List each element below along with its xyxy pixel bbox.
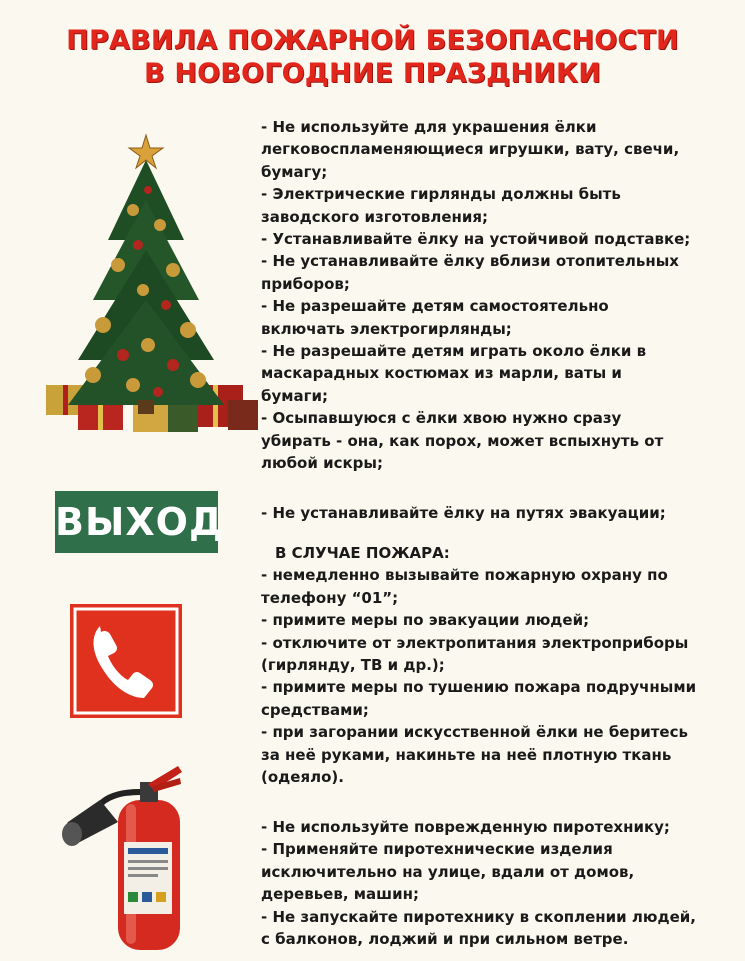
fire-line: - отключите от электропитания электроприборы: [261, 633, 689, 652]
fire-line: - примите меры по тушению пожара подручными: [261, 678, 697, 697]
rule-line: бумагу;: [261, 162, 328, 181]
rule-line: - Устанавливайте ёлку на устойчивой подставке;: [261, 230, 691, 249]
title-line-2: В НОВОГОДНИЕ ПРАЗДНИКИ: [143, 58, 602, 89]
fire-extinguisher-icon: [60, 752, 195, 957]
rule-line: маскарадных костюмах из марли, ваты и: [261, 364, 622, 383]
fire-line: телефону “01”;: [261, 588, 399, 607]
evacuation-rule: [261, 502, 731, 524]
pyro-line: деревьев, машин;: [261, 885, 419, 904]
exit-sign: ВЫХОД: [55, 491, 218, 553]
rule-line: заводского изготовления;: [261, 207, 489, 226]
rule-line: - Осыпавшуюся с ёлки хвою нужно сразу: [261, 409, 622, 428]
rule-line: - Не разрешайте детям играть около ёлки в: [261, 342, 647, 361]
fire-line: средствами;: [261, 700, 369, 719]
rule-line: приборов;: [261, 274, 350, 293]
rule-line: легковоспламеняющиеся игрушки, вату, свечи,: [261, 140, 680, 159]
rule-line: - Не используйте для украшения ёлки: [261, 118, 597, 136]
rule-line: - Электрические гирлянды должны быть: [261, 185, 621, 204]
fire-line: за неё руками, накиньте на неё плотную ткань: [261, 745, 672, 764]
phone-icon: [70, 604, 182, 718]
rule-line: бумаги;: [261, 386, 328, 405]
fire-section-heading: В СЛУЧАЕ ПОЖАРА:: [275, 544, 450, 562]
rule-line: - Не устанавливайте ёлку вблизи отопительных: [261, 252, 679, 271]
tree-rules-list: [261, 116, 731, 475]
pyro-line: исключительно на улице, вдали от домов,: [261, 862, 635, 881]
rule-line: - Не разрешайте детям самостоятельно: [261, 297, 609, 316]
fire-line: - примите меры по эвакуации людей;: [261, 611, 590, 630]
pyro-line: - Применяйте пиротехнические изделия: [261, 840, 613, 859]
fire-phone-sign: [70, 604, 182, 718]
pyro-line: - Не запускайте пиротехнику в скоплении людей,: [261, 907, 696, 926]
fire-line: (гирлянду, ТВ и др.);: [261, 656, 445, 675]
fire-section: [261, 542, 731, 788]
pyrotechnics-rules: [261, 816, 731, 950]
page-title: [0, 24, 745, 90]
fire-line: (одеяло).: [261, 768, 344, 787]
rule-line: убирать - она, как порох, может вспыхнуть от: [261, 431, 664, 450]
pyro-line: с балконов, лоджий и при сильном ветре.: [261, 930, 629, 949]
pyro-line: - Не используйте поврежденную пиротехнику;: [261, 818, 670, 836]
christmas-tree-icon: [38, 130, 263, 440]
fire-line: - при загорании искусственной ёлки не беритесь: [261, 723, 688, 742]
rule-line: - Не устанавливайте ёлку на путях эвакуации;: [261, 504, 666, 522]
title-line-1: ПРАВИЛА ПОЖАРНОЙ БЕЗОПАСНОСТИ: [66, 25, 679, 56]
fire-line: - немедленно вызывайте пожарную охрану по: [261, 566, 668, 585]
rule-line: любой искры;: [261, 454, 383, 473]
rule-line: включать электрогирлянды;: [261, 319, 512, 338]
